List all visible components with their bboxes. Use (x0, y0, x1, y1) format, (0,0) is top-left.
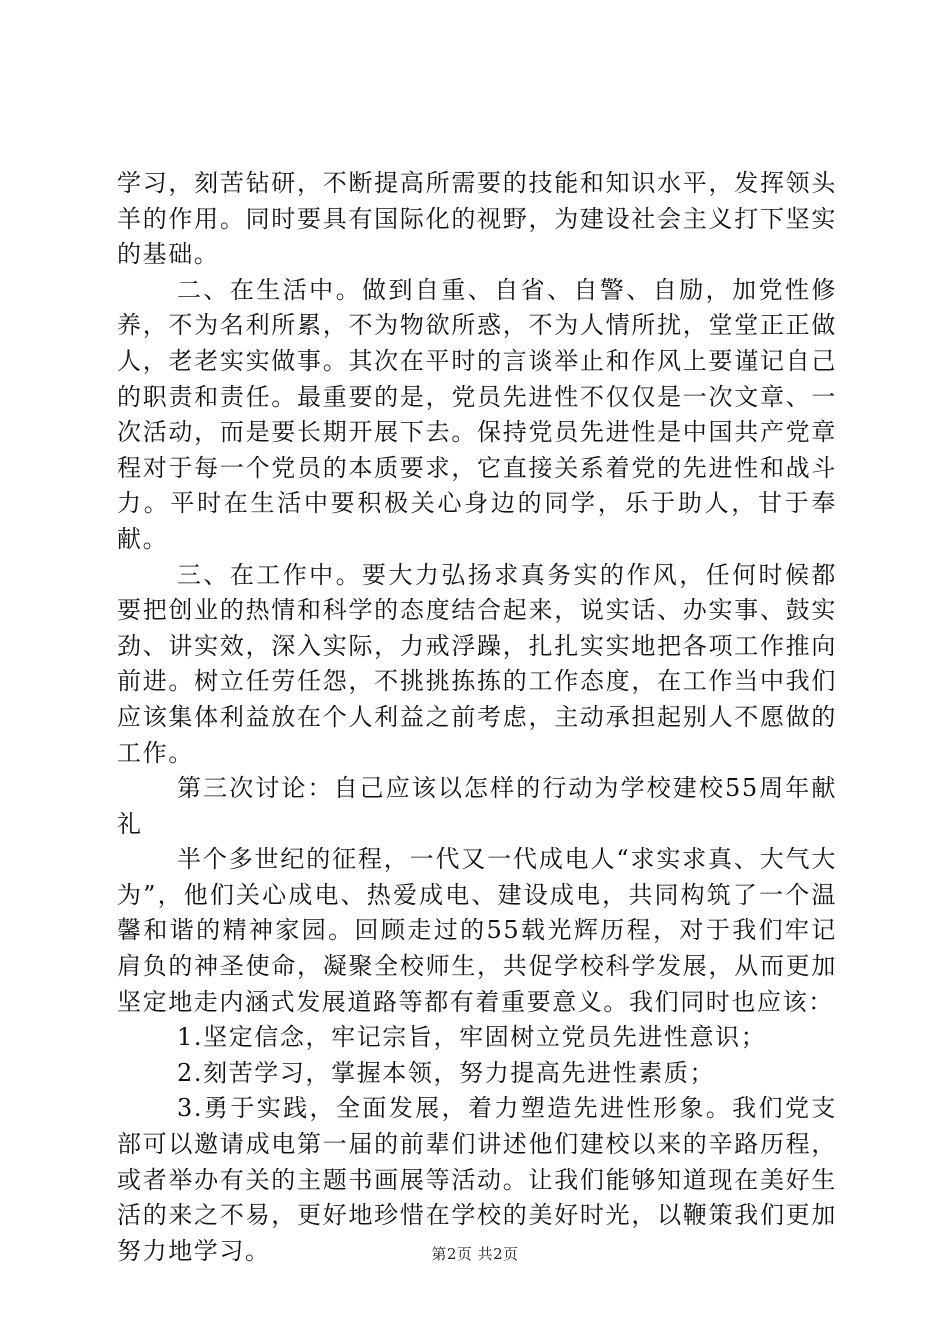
paragraph-section-three-work: 三、在工作中。要大力弘扬求真务实的作风，任何时候都要把创业的热情和科学的态度结合起来，说实话、办实事、鼓实劲、讲实效，深入实际，力戒浮躁，扎扎实实地把各项工作推向前进。树立任劳任怨，不挑挑拣拣的工作态度，在工作当中我们应该集体利益放在个人利益之前考虑，主动承担起别人不愿做的工作。 (117, 560, 837, 767)
list-item-1: 1.坚定信念，牢记宗旨，牢固树立党员先进性意识； (177, 1023, 767, 1052)
paragraph-section-two-life: 二、在生活中。做到自重、自省、自警、自励，加党性修养，不为名利所累，不为物欲所惑，不为人情所扰，堂堂正正做人，老老实实做事。其次在平时的言谈举止和作风上要谨记自己的职责和责任。最重要的是，党员先进性不仅仅是一次文章、一次活动，而是要长期开展下去。保持党员先进性是中国共产党章程对于每一个党员的本质要求，它直接关系着党的先进性和战斗力。平时在生活中要积极关心身边的同学，乐于助人，甘于奉献。 (117, 275, 837, 553)
document-body (117, 166, 837, 1269)
page-footer: 第2页 共2页 (431, 1245, 519, 1263)
paragraph-third-discussion-heading: 第三次讨论：自己应该以怎样的行动为学校建校55周年献礼 (117, 774, 837, 838)
paragraph-intro-continuation: 学习，刻苦钻研，不断提高所需要的技能和知识水平，发挥领头羊的作用。同时要具有国际化的视野，为建设社会主义打下坚实的基础。 (117, 169, 837, 269)
list-item-2: 2.刻苦学习，掌握本领，努力提高先进性素质； (177, 1058, 716, 1087)
list-item-3: 3.勇于实践，全面发展，着力塑造先进性形象。我们党支部可以邀请成电第一届的前辈们讲述他们建校以来的辛路历程，或者举办有关的主题书画展等活动。让我们能够知道现在美好生活的来之不易，更好地珍惜在学校的美好时光，以鞭策我们更加努力地学习。 (117, 1094, 837, 1265)
paragraph-anniversary-body: 半个多世纪的征程，一代又一代成电人“求实求真、大气大为”，他们关心成电、热爱成电、建设成电，共同构筑了一个温馨和谐的精神家园。回顾走过的55载光辉历程，对于我们牢记肩负的神圣使命，凝聚全校师生，共促学校科学发展，从而更加坚定地走内涵式发展道路等都有着重要意义。我们同时也应该： (117, 845, 837, 1016)
